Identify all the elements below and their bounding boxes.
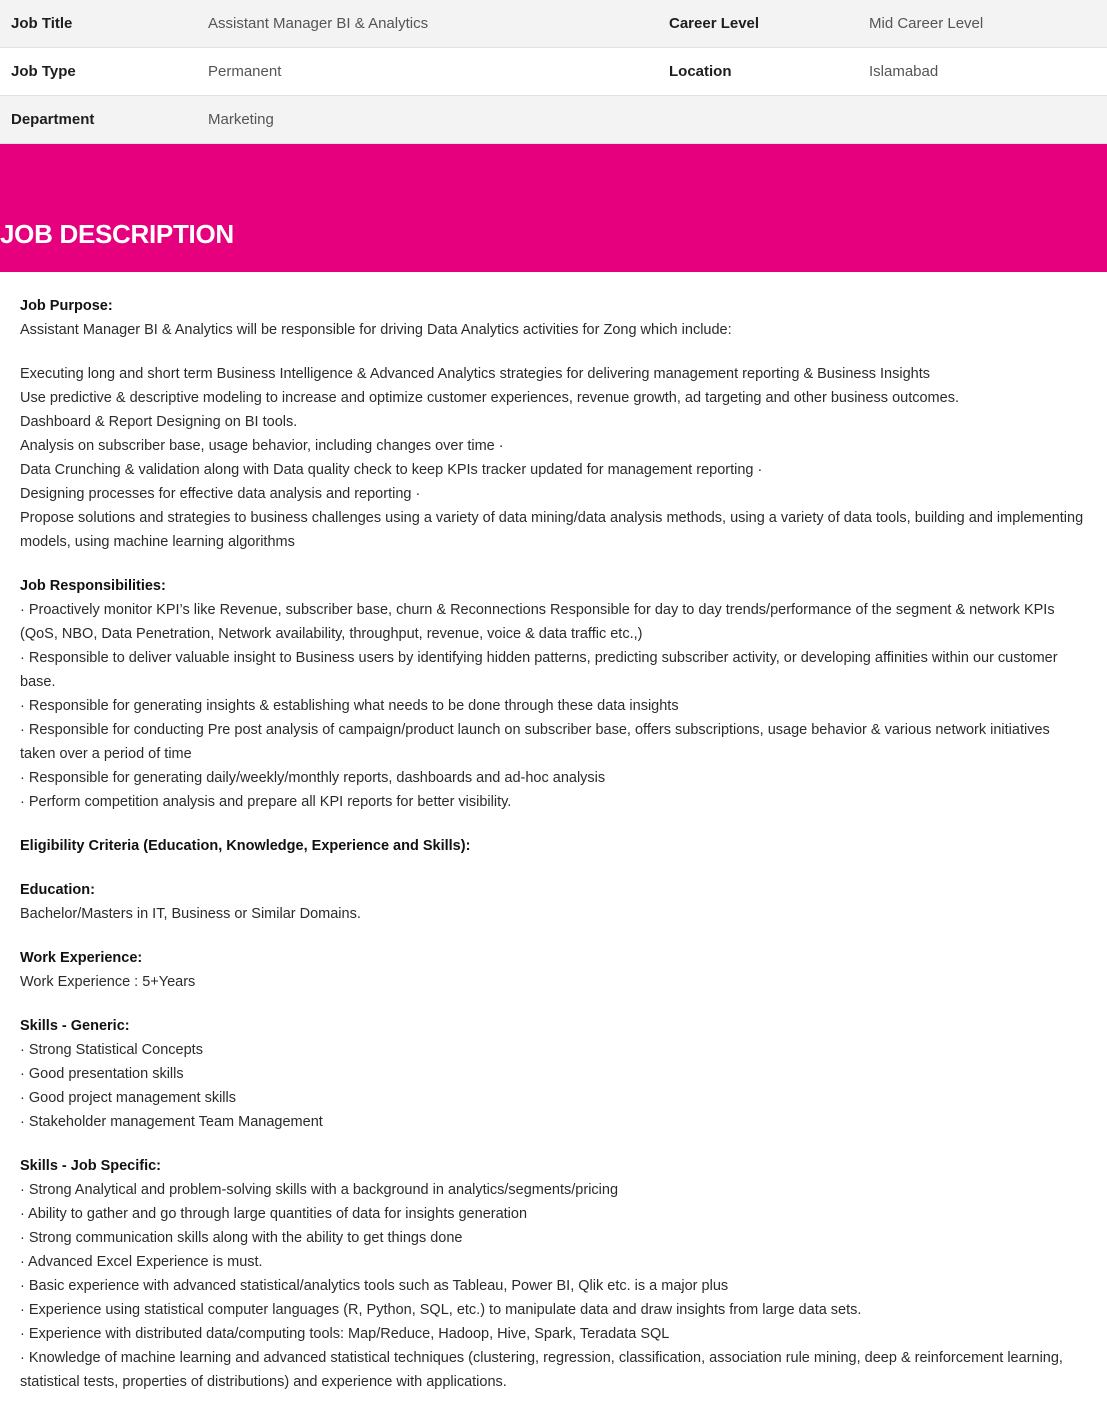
location-value: Islamabad: [869, 63, 939, 80]
responsibility-item: · Responsible to deliver valuable insight to Business users by identifying hidden patterns, predicting subscriber activity, or developing affinities within our customer base.: [20, 650, 1058, 690]
job-title-value: Assistant Manager BI & Analytics: [208, 15, 429, 32]
experience-section: [20, 946, 1087, 994]
experience-heading: Work Experience:: [20, 950, 143, 966]
job-type-label: Job Type: [11, 63, 76, 80]
job-description-banner: [0, 144, 1107, 272]
skill-generic-item: · Stakeholder management Team Management: [20, 1114, 323, 1130]
job-description-body: [0, 272, 1107, 1394]
purpose-item: Dashboard & Report Designing on BI tools.: [20, 414, 298, 430]
experience-text: Work Experience : 5+Years: [20, 974, 196, 990]
responsibility-item: · Proactively monitor KPI’s like Revenue, subscriber base, churn & Reconnections Responsible for day to day trends/performance of the segment & network KPIs (QoS, NBO, Data Penetration, Network availability, throughput, revenue, voice & data traffic etc.,): [20, 602, 1055, 642]
skill-specific-item: · Experience with distributed data/computing tools: Map/Reduce, Hadoop, Hive, Spark, Teradata SQL: [20, 1326, 670, 1342]
skill-specific-item: · Ability to gather and go through large quantities of data for insights generation: [20, 1206, 528, 1222]
purpose-item: Executing long and short term Business Intelligence & Advanced Analytics strategies for delivering management reporting & Business Insights: [20, 366, 930, 382]
department-label: Department: [11, 111, 95, 128]
purpose-item: Propose solutions and strategies to business challenges using a variety of data mining/data analysis methods, using a variety of data tools, building and implementing models, using machine learning algorithms: [20, 510, 1084, 550]
skill-specific-item: · Knowledge of machine learning and advanced statistical techniques (clustering, regression, classification, association rule mining, deep & reinforcement learning, statistical tests, properties of distributions) and experience with applications.: [20, 1350, 1063, 1390]
purpose-heading: Job Purpose:: [20, 298, 113, 314]
responsibility-item: · Responsible for conducting Pre post analysis of campaign/product launch on subscriber base, offers subscriptions, usage behavior & various network initiatives taken over a period of time: [20, 722, 1050, 762]
responsibilities-section: [20, 574, 1087, 814]
skills-specific-heading: Skills - Job Specific:: [20, 1158, 162, 1174]
banner-title: JOB DESCRIPTION: [0, 219, 234, 249]
purpose-item: Data Crunching & validation along with Data quality check to keep KPIs tracker updated for management reporting ·: [20, 462, 763, 478]
purpose-item: Use predictive & descriptive modeling to increase and optimize customer experiences, revenue growth, ad targeting and other business outcomes.: [20, 390, 959, 406]
department-value: Marketing: [208, 111, 274, 128]
job-meta-table: [0, 0, 1107, 144]
purpose-intro: Assistant Manager BI & Analytics will be responsible for driving Data Analytics activities for Zong which include:: [20, 322, 732, 338]
career-level-label: Career Level: [669, 15, 760, 32]
meta-row-type: [0, 48, 1107, 96]
purpose-item: Analysis on subscriber base, usage behavior, including changes over time ·: [20, 438, 504, 454]
purpose-list: [20, 362, 1087, 554]
skill-specific-item: · Experience using statistical computer languages (R, Python, SQL, etc.) to manipulate data and draw insights from large data sets.: [20, 1302, 862, 1318]
career-level-value: Mid Career Level: [869, 15, 984, 32]
education-text: Bachelor/Masters in IT, Business or Similar Domains.: [20, 906, 361, 922]
skills-generic-section: [20, 1014, 1087, 1134]
eligibility-section: [20, 834, 1087, 858]
location-label: Location: [669, 63, 732, 80]
skills-specific-section: [20, 1154, 1087, 1394]
skill-specific-item: · Basic experience with advanced statistical/analytics tools such as Tableau, Power BI, Qlik etc. is a major plus: [20, 1278, 729, 1294]
responsibility-item: · Responsible for generating daily/weekly/monthly reports, dashboards and ad-hoc analysis: [20, 770, 606, 786]
eligibility-heading: Eligibility Criteria (Education, Knowledge, Experience and Skills):: [20, 838, 471, 854]
responsibilities-heading: Job Responsibilities:: [20, 578, 166, 594]
meta-row-title: [0, 0, 1107, 48]
job-title-label: Job Title: [11, 15, 73, 32]
education-section: [20, 878, 1087, 926]
skill-generic-item: · Good project management skills: [20, 1090, 236, 1106]
purpose-section: [20, 294, 1087, 342]
responsibility-item: · Perform competition analysis and prepare all KPI reports for better visibility.: [20, 794, 512, 810]
responsibility-item: · Responsible for generating insights & establishing what needs to be done through these data insights: [20, 698, 679, 714]
education-heading: Education:: [20, 882, 95, 898]
job-type-value: Permanent: [208, 63, 282, 80]
skill-generic-item: · Good presentation skills: [20, 1066, 184, 1082]
skill-specific-item: · Advanced Excel Experience is must.: [20, 1254, 263, 1270]
skill-specific-item: · Strong communication skills along with the ability to get things done: [20, 1230, 463, 1246]
meta-row-department: [0, 96, 1107, 144]
skills-generic-heading: Skills - Generic:: [20, 1018, 130, 1034]
skill-generic-item: · Strong Statistical Concepts: [20, 1042, 203, 1058]
skill-specific-item: · Strong Analytical and problem-solving skills with a background in analytics/segments/pricing: [20, 1182, 619, 1198]
purpose-item: Designing processes for effective data analysis and reporting ·: [20, 486, 421, 502]
